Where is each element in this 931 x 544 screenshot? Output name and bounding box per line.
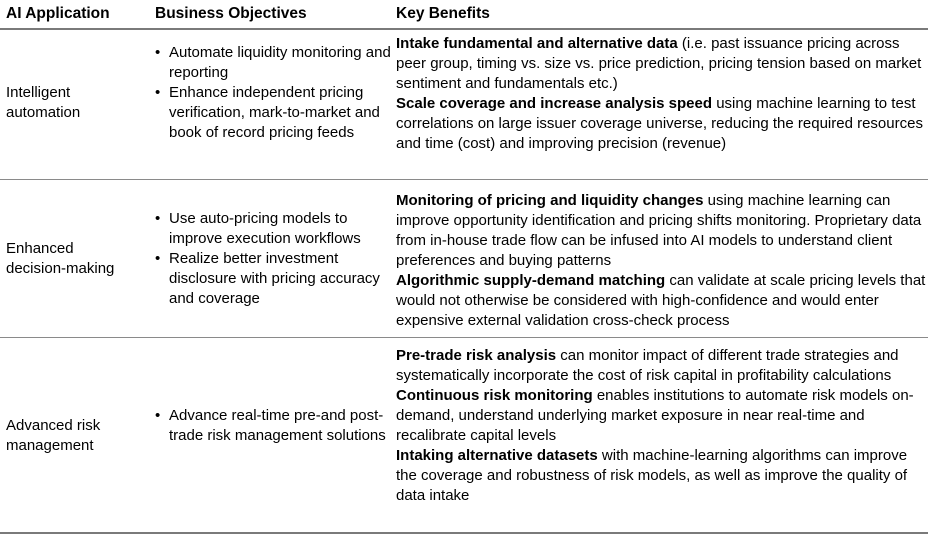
row-divider	[0, 337, 928, 338]
header-key-benefits: Key Benefits	[396, 5, 490, 22]
table-bottom-border	[0, 532, 928, 534]
row-1-objectives	[155, 43, 395, 143]
benefit-text: using machine learning to test correlations on large issuer coverage universe, reducing the required resources and time (cost) and improving precision (revenue)	[396, 95, 923, 152]
benefit-item	[396, 94, 928, 154]
list-item: • Advance real-time pre-and post-trade risk management solutions	[155, 406, 395, 446]
row-2-application: Enhanced decision-making	[6, 240, 115, 277]
benefit-heading: Continuous risk monitoring	[396, 387, 593, 404]
list-item: • Use auto-pricing models to improve execution workflows	[155, 209, 395, 249]
benefit-heading: Monitoring of pricing and liquidity changes	[396, 192, 704, 209]
row-divider	[0, 179, 928, 180]
benefit-text: can monitor impact of different trade strategies and systematically incorporate the cost of risk capital in profitability calculations	[396, 347, 899, 384]
benefit-text: using machine learning can improve opportunity identification and pricing shifts monitoring. Proprietary data from in-house trade flow can be infused into AI models to understand client preferences and buying patterns	[396, 192, 922, 269]
benefit-heading: Intake fundamental and alternative data	[396, 35, 678, 52]
header-divider	[0, 28, 928, 30]
benefit-text: (i.e. past issuance pricing across peer group, timing vs. size vs. price prediction, pricing tension based on market sentiment and fundamentals etc.)	[396, 35, 922, 92]
benefit-item	[396, 446, 928, 506]
benefit-heading: Pre-trade risk analysis	[396, 347, 557, 364]
row-2-objectives	[155, 209, 395, 309]
benefit-item	[396, 34, 928, 94]
header-business-objectives: Business Objectives	[155, 5, 307, 22]
row-3-objectives	[155, 406, 395, 446]
row-3-application: Advanced risk management	[6, 417, 101, 454]
row-2-benefits	[396, 191, 928, 331]
benefit-text: with machine-learning algorithms can improve the coverage and robustness of risk models, as well as improve the quality of data intake	[396, 447, 908, 504]
row-1-benefits	[396, 34, 928, 154]
benefit-text: can validate at scale pricing levels that would not otherwise be considered with high-confidence and would enter expensive external validation cross-check process	[396, 272, 926, 329]
benefit-heading: Algorithmic supply-demand matching	[396, 272, 666, 289]
row-3-benefits	[396, 346, 928, 506]
benefit-item	[396, 271, 928, 331]
row-1-application: Intelligent automation	[6, 84, 81, 121]
list-item: • Enhance independent pricing verification, mark-to-market and book of record pricing feeds	[155, 83, 395, 143]
benefit-item	[396, 346, 928, 386]
benefit-text: enables institutions to automate risk models on-demand, understand underlying market exposure in near real-time and recalibrate capital levels	[396, 387, 914, 444]
benefit-heading: Scale coverage and increase analysis speed	[396, 95, 713, 112]
benefit-heading: Intaking alternative datasets	[396, 447, 598, 464]
header-ai-application: AI Application	[6, 5, 110, 22]
list-item: • Realize better investment disclosure with pricing accuracy and coverage	[155, 249, 395, 309]
benefit-item	[396, 191, 928, 271]
list-item: • Automate liquidity monitoring and reporting	[155, 43, 395, 83]
benefit-item	[396, 386, 928, 446]
